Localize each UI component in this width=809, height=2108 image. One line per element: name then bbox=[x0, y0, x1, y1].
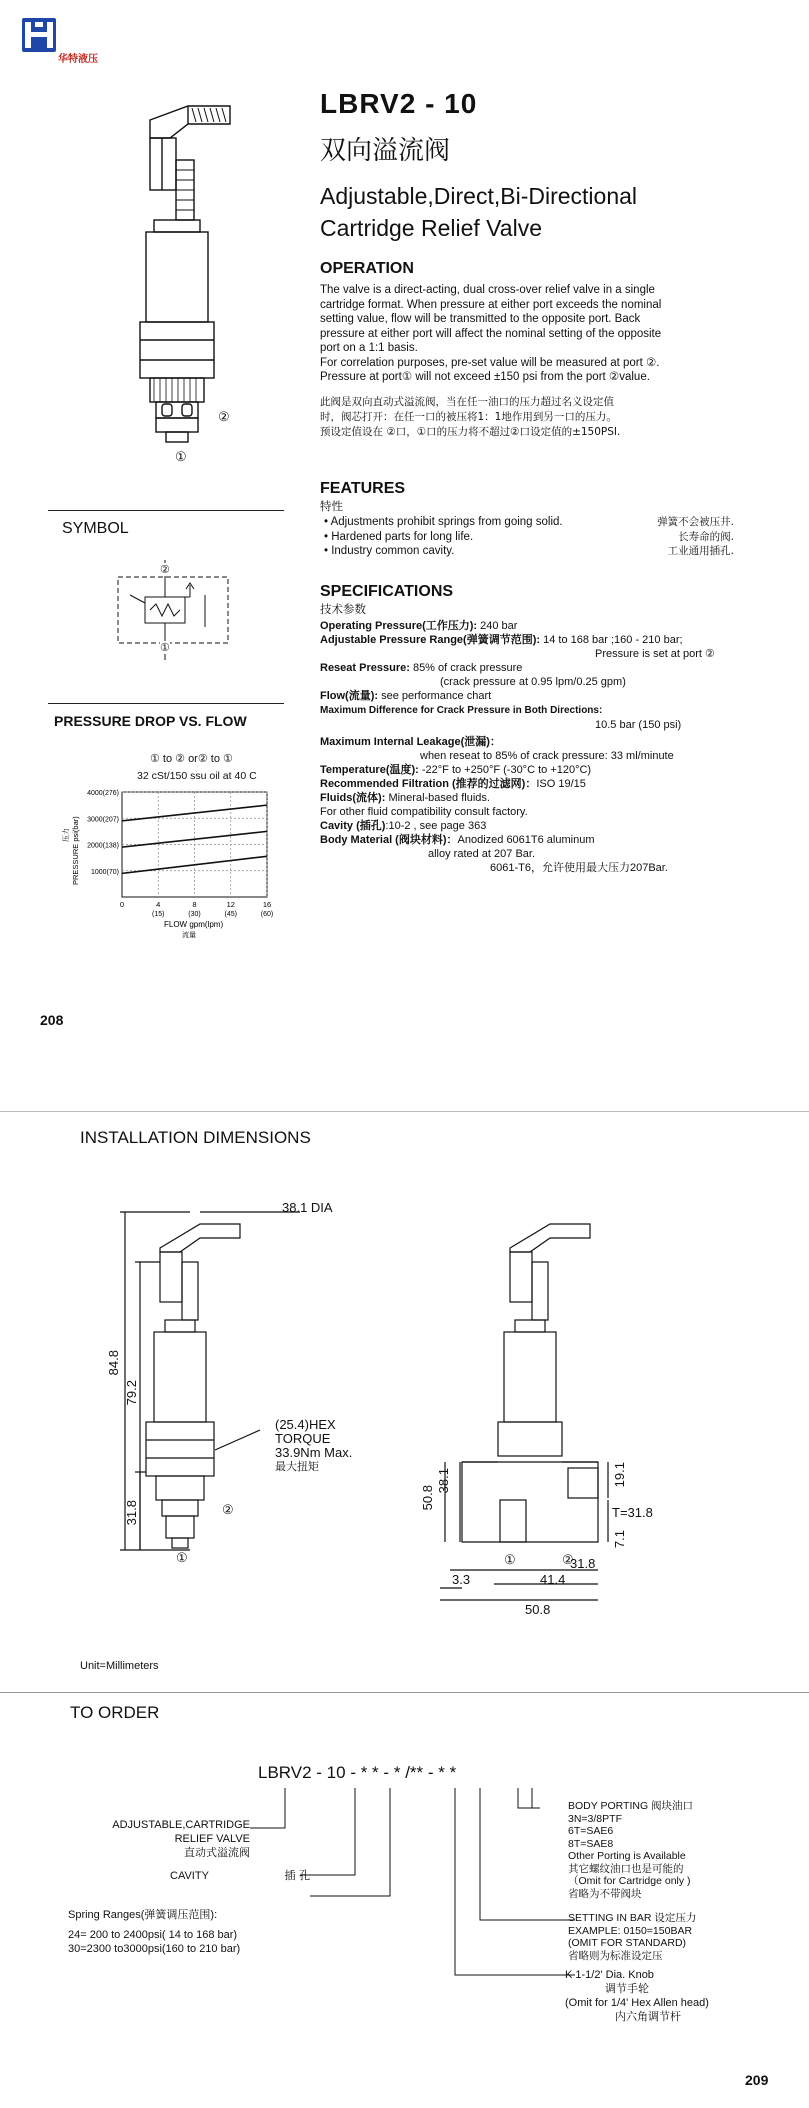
dim-50-8: 50.8 bbox=[420, 1485, 435, 1511]
code-part: - * * bbox=[427, 1763, 457, 1782]
dim-t-31-8: T=31.8 bbox=[612, 1505, 653, 1520]
porting-option: 8T=SAE8 bbox=[568, 1837, 614, 1850]
order-adj-line: RELIEF VALVE bbox=[174, 1833, 250, 1845]
hydraulic-symbol bbox=[110, 555, 240, 665]
torque-value: 33.9Nm Max. bbox=[275, 1445, 353, 1460]
order-spring bbox=[68, 1908, 240, 1956]
spring-heading: Spring Ranges(弹簧调压范围): bbox=[68, 1909, 218, 1921]
page-number-209: 209 bbox=[745, 2072, 769, 2088]
feature-cn: 弹簧不会被压井. bbox=[657, 516, 734, 528]
operation-cn-line: 时，阀芯打开：在任一口的被压将1：1地作用到另一口的压力。 bbox=[320, 411, 617, 423]
y-tick-label: 4000(276) bbox=[87, 790, 119, 797]
feature-cn: 长寿命的阀. bbox=[678, 530, 734, 543]
subtitle bbox=[320, 180, 740, 244]
setting-line: EXAMPLE: 0150=150BAR bbox=[568, 1924, 693, 1937]
install-port-2-b: ② bbox=[562, 1552, 574, 1567]
knob-line: (Omit for 1/4' Hex Allen head) bbox=[565, 1997, 709, 2009]
install-port-2: ② bbox=[222, 1502, 234, 1517]
x-tick-label: 8 bbox=[192, 900, 197, 909]
code-part: LBRV2 bbox=[258, 1763, 312, 1782]
porting-option: 3N=3/8PTF bbox=[568, 1812, 622, 1825]
spec-note: Pressure is set at port ② bbox=[595, 648, 715, 660]
spec-label: Reseat Pressure: bbox=[320, 662, 410, 674]
y-axis-label: PRESSURE psi(bar) bbox=[71, 816, 80, 885]
chart-subtitle-1: ① to ② or② to ① bbox=[150, 753, 233, 765]
spec-value: see performance chart bbox=[378, 690, 492, 702]
subtitle-line-2: Cartridge Relief Valve bbox=[320, 215, 543, 241]
spec-operating-pressure bbox=[320, 619, 780, 633]
operation-cn-line: 此阀是双向直动式溢流阀，当在任一油口的压力超过名义设定值 bbox=[320, 396, 614, 408]
model-title: LBRV2 - 10 bbox=[320, 88, 478, 119]
spec-value: ISO 19/15 bbox=[536, 778, 586, 790]
operation-line: port on a 1:1 basis. bbox=[320, 342, 418, 354]
page-divider bbox=[0, 1111, 809, 1112]
dim-31-8-w: 31.8 bbox=[570, 1556, 596, 1571]
x-axis-label: FLOW gpm(lpm) bbox=[164, 920, 224, 929]
spec-cavity bbox=[320, 819, 780, 833]
feature-item bbox=[324, 544, 734, 559]
porting-note: 其它螺纹油口也是可能的 bbox=[568, 1862, 684, 1875]
torque-label: TORQUE bbox=[275, 1431, 331, 1446]
x-tick-sublabel: (30) bbox=[188, 911, 201, 918]
valve-drawing bbox=[110, 100, 270, 480]
dim-50-8-w: 50.8 bbox=[525, 1602, 551, 1617]
specs-heading-cn: 技术参数 bbox=[320, 602, 366, 616]
porting-heading: BODY PORTING 阀块油口 bbox=[568, 1800, 694, 1812]
spec-filtration bbox=[320, 777, 780, 791]
spec-body bbox=[320, 833, 780, 847]
operation-heading: OPERATION bbox=[320, 260, 414, 277]
spec-temp bbox=[320, 763, 780, 777]
spec-value: 85% of crack pressure bbox=[409, 662, 523, 674]
spec-label: Flow(流量): bbox=[320, 690, 379, 702]
dim-31-8: 31.8 bbox=[124, 1500, 139, 1526]
spec-label: Adjustable Pressure Range(弹簧调节范围): bbox=[320, 634, 541, 646]
specs-list bbox=[320, 619, 780, 875]
chart-title: PRESSURE DROP VS. FLOW bbox=[54, 713, 247, 729]
features-heading: FEATURES bbox=[320, 480, 406, 497]
page-number-208: 208 bbox=[40, 1012, 64, 1028]
spec-fluids bbox=[320, 791, 780, 805]
knob-line: K 1-1/2' Dia. Knob bbox=[565, 1969, 654, 1981]
code-part: * bbox=[393, 1763, 401, 1782]
spec-maxdiff bbox=[320, 703, 780, 718]
chart-subtitle-2: 32 cSt/150 ssu oil at 40 C bbox=[137, 770, 257, 782]
feature-item bbox=[324, 515, 734, 530]
x-axis-label-cn: 流量 bbox=[182, 932, 196, 939]
order-heading: TO ORDER bbox=[70, 1703, 160, 1722]
y-axis-label-cn: 压力 bbox=[63, 828, 70, 842]
port-1-label: ① bbox=[175, 449, 187, 464]
x-tick-label: 12 bbox=[226, 900, 235, 909]
spec-value: 240 bar bbox=[477, 620, 518, 632]
porting-note: 省略为不带阀块 bbox=[568, 1887, 642, 1900]
company-logo bbox=[22, 18, 56, 52]
order-adjustable bbox=[80, 1818, 250, 1860]
spec-note: 6061-T6，允许使用最大压力207Bar. bbox=[490, 862, 668, 874]
x-tick-label: 4 bbox=[156, 900, 161, 909]
spec-value: when reseat to 85% of crack pressure: 33 ml/minute bbox=[420, 750, 674, 762]
setting-line: (OMIT FOR STANDARD) bbox=[568, 1937, 687, 1949]
specs-heading: SPECIFICATIONS bbox=[320, 583, 454, 600]
x-tick-sublabel: (60) bbox=[260, 911, 274, 918]
feature-cn: 工业通用插孔. bbox=[667, 545, 734, 557]
code-part: /** bbox=[405, 1763, 424, 1782]
spec-label: Fluids(流体): bbox=[320, 792, 386, 804]
order-cavity-label: CAVITY bbox=[170, 1870, 209, 1882]
spec-label: Maximum Internal Leakage(泄漏)： bbox=[320, 736, 501, 748]
knob-line: 内六角调节杆 bbox=[615, 2011, 681, 2023]
feature-item bbox=[324, 530, 734, 545]
operation-line: The valve is a direct-acting, dual cross-over relief valve in a single bbox=[320, 284, 655, 296]
install-port-1-b: ① bbox=[504, 1552, 516, 1567]
y-tick-label: 1000(70) bbox=[90, 868, 119, 876]
dim-dia: 38.1 DIA bbox=[282, 1200, 333, 1215]
install-heading: INSTALLATION DIMENSIONS bbox=[80, 1128, 311, 1147]
order-cavity bbox=[170, 1869, 310, 1883]
spec-note: alloy rated at 207 Bar. bbox=[428, 848, 536, 860]
y-tick-label: 3000(207) bbox=[87, 816, 119, 824]
units-note: Unit=Millimeters bbox=[80, 1660, 159, 1672]
order-adj-line: 直动式溢流阀 bbox=[184, 1846, 250, 1859]
order-cavity-cn: 插 孔 bbox=[284, 1869, 310, 1882]
spec-value: 10.5 bar (150 psi) bbox=[595, 719, 682, 731]
porting-option: 6T=SAE6 bbox=[568, 1825, 614, 1837]
features-list bbox=[324, 515, 734, 559]
spec-value: :10-2 , see page 363 bbox=[385, 820, 487, 832]
divider bbox=[48, 703, 284, 704]
dim-19-1: 19.1 bbox=[612, 1462, 627, 1488]
porting-note: （Omit for Cartridge only ) bbox=[568, 1875, 691, 1887]
spec-leak bbox=[320, 735, 780, 749]
x-tick-label: 16 bbox=[262, 900, 272, 909]
hex-torque-note bbox=[275, 1418, 352, 1474]
setting-heading: SETTING IN BAR 设定压力 bbox=[568, 1912, 697, 1924]
x-tick-label: 0 bbox=[119, 900, 125, 909]
divider bbox=[48, 510, 284, 511]
spec-label: Recommended Filtration (推荐的过滤网)： bbox=[320, 778, 537, 790]
operation-text bbox=[320, 283, 760, 385]
operation-line: pressure at either port will affect the nominal setting of the opposite bbox=[320, 327, 662, 340]
spring-range: 24= 200 to 2400psi( 14 to 168 bar) bbox=[68, 1929, 238, 1941]
subtitle-line-1: Adjustable,Direct,Bi-Directional bbox=[320, 183, 638, 209]
knob-line: 调节手轮 bbox=[605, 1983, 649, 1995]
x-tick-sublabel: (15) bbox=[152, 911, 165, 918]
order-porting bbox=[568, 1800, 693, 1900]
operation-line: cartridge format. When pressure at either port exceeds the nominal bbox=[320, 298, 662, 311]
spec-note: For other fluid compatibility consult factory. bbox=[320, 806, 528, 818]
code-part: * * bbox=[360, 1763, 379, 1782]
operation-line: For correlation purposes, pre-set value will be measured at port ②. bbox=[320, 356, 660, 369]
dim-7-1: 7.1 bbox=[612, 1530, 627, 1549]
spec-label: Temperature(温度): bbox=[320, 764, 419, 776]
operation-line: Pressure at port① will not exceed ±150 psi from the port ②value. bbox=[320, 371, 650, 383]
spec-flow bbox=[320, 689, 780, 703]
symbol-heading: SYMBOL bbox=[62, 520, 129, 537]
spec-value: -22°F to +250°F (-30°C to +120°C) bbox=[418, 764, 592, 776]
pressure-flow-chart bbox=[52, 782, 292, 942]
operation-line: setting value, flow will be transmitted to the opposite port. Back bbox=[320, 313, 641, 325]
dim-41-4: 41.4 bbox=[540, 1572, 566, 1587]
logo-text: 华特液压 bbox=[58, 54, 98, 65]
symbol-port-1: ① bbox=[160, 642, 170, 654]
chart-svg bbox=[52, 782, 292, 942]
symbol-port-2: ② bbox=[160, 564, 170, 576]
spec-label: Body Material (阀块材料)： bbox=[320, 834, 458, 846]
spec-value: 14 to 168 bar ;160 - 210 bar; bbox=[540, 634, 683, 646]
operation-cn-line: 预设定值设在 ②口，①口的压力将不超过②口设定值的±150PSI. bbox=[320, 426, 621, 438]
spec-label: Operating Pressure(工作压力): bbox=[320, 620, 478, 632]
torque-cn: 最大扭矩 bbox=[275, 1460, 319, 1473]
order-knob bbox=[565, 1968, 709, 2024]
divider bbox=[0, 1692, 809, 1693]
code-part: - bbox=[383, 1763, 390, 1782]
porting-note: Other Porting is Available bbox=[568, 1850, 686, 1862]
spec-label: Cavity (插孔) bbox=[320, 820, 386, 832]
installation-drawing bbox=[100, 1200, 800, 1650]
spring-range: 30=2300 to3000psi(160 to 210 bar) bbox=[68, 1943, 241, 1955]
spec-value: Anodized 6061T6 aluminum bbox=[457, 834, 595, 846]
order-adj-line: ADJUSTABLE,CARTRIDGE bbox=[112, 1819, 250, 1831]
setting-line: 省略则为标准设定压 bbox=[568, 1949, 663, 1962]
dim-84-8: 84.8 bbox=[106, 1350, 121, 1376]
operation-text-cn bbox=[320, 395, 760, 440]
features-heading-cn: 特性 bbox=[320, 499, 343, 513]
spec-reseat bbox=[320, 661, 780, 675]
dim-3-3: 3.3 bbox=[452, 1572, 471, 1587]
install-port-1: ① bbox=[176, 1550, 188, 1565]
spec-note: (crack pressure at 0.95 lpm/0.25 gpm) bbox=[440, 676, 626, 688]
spec-adjustable-range bbox=[320, 633, 780, 647]
feature-en: • Adjustments prohibit springs from going solid. bbox=[324, 516, 563, 528]
port-2-label: ② bbox=[218, 409, 230, 424]
x-tick-sublabel: (45) bbox=[224, 911, 237, 918]
feature-en: • Industry common cavity. bbox=[324, 545, 455, 557]
hex-label: (25.4)HEX bbox=[275, 1417, 336, 1432]
dim-38-1: 38.1 bbox=[436, 1468, 451, 1494]
y-tick-label: 2000(138) bbox=[87, 842, 119, 850]
dim-79-2: 79.2 bbox=[124, 1380, 139, 1406]
order-setting bbox=[568, 1912, 696, 1962]
feature-en: • Hardened parts for long life. bbox=[324, 530, 474, 543]
spec-value: Mineral-based fluids. bbox=[385, 792, 490, 804]
spec-label: Maximum Difference for Crack Pressure in Both Directions: bbox=[320, 705, 603, 716]
code-part: - 10 - bbox=[316, 1763, 356, 1782]
model-title-cn: 双向溢流阀 bbox=[320, 136, 451, 166]
